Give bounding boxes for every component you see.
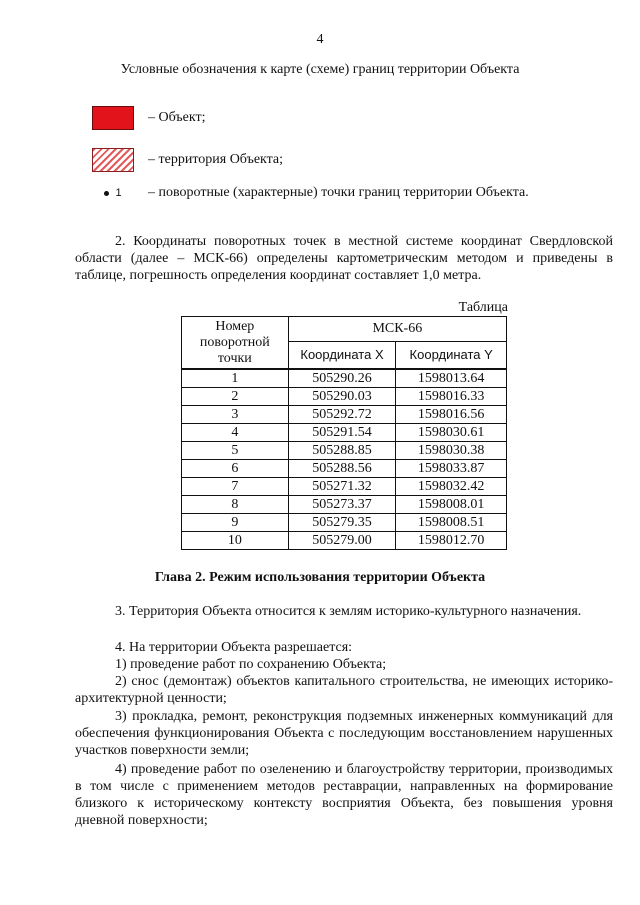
coordinates-table: [181, 316, 507, 550]
point-number-cell: 10: [182, 532, 289, 550]
point-number-cell: 3: [182, 406, 289, 424]
table-row: [182, 478, 507, 496]
coordinate-x-cell: 505292.72: [288, 406, 396, 424]
point-number-cell: 9: [182, 514, 289, 532]
coordinate-y-cell: 1598030.38: [396, 442, 507, 460]
table-row: [182, 460, 507, 478]
table-row: [182, 532, 507, 550]
list-item: 3) прокладка, ремонт, реконструкция подземных инженерных коммуникаций для обеспечения функционирования Объекта с последующим восстановлением нарушенных участков поверхности земли;: [75, 709, 613, 758]
point-number-cell: 1: [182, 369, 289, 388]
point-number-cell: 7: [182, 478, 289, 496]
point-number-cell: 2: [182, 388, 289, 406]
chapter-title: Глава 2. Режим использования территории Объекта: [154, 570, 486, 585]
paragraph-4: 4. На территории Объекта разрешается:: [115, 640, 353, 655]
table-row: [182, 514, 507, 532]
table-row: [182, 496, 507, 514]
legend-label: – Объект;: [148, 110, 206, 125]
paragraph-3: 3. Территория Объекта относится к землям историко-культурного назначения.: [115, 604, 582, 619]
coordinate-y-cell: 1598032.42: [396, 478, 507, 496]
object-swatch: [90, 106, 136, 130]
list-item: 1) проведение работ по сохранению Объекта;: [115, 657, 387, 672]
legend-item-territory: [90, 148, 283, 172]
paragraph-2: 2. Координаты поворотных точек в местной системе координат Свердловской области (далее – МСК-66) определены картометрическим методом и приведены в таблице, погрешность определения координат составляет 1,0 метра.: [75, 234, 613, 283]
header-point-number: Номер поворотной точки: [182, 317, 289, 370]
coordinate-x-cell: 505290.26: [288, 369, 396, 388]
coordinate-x-cell: 505273.37: [288, 496, 396, 514]
point-number-cell: 6: [182, 460, 289, 478]
coordinate-y-cell: 1598008.51: [396, 514, 507, 532]
point-number-sample: 1: [115, 187, 122, 199]
coordinate-x-cell: 505290.03: [288, 388, 396, 406]
legend-item-object: [90, 106, 205, 130]
table-row: [182, 406, 507, 424]
territory-hatch-swatch: [90, 148, 136, 172]
coordinate-x-cell: 505279.00: [288, 532, 396, 550]
coordinate-y-cell: 1598030.61: [396, 424, 507, 442]
table-caption: Таблица: [458, 300, 508, 315]
table-row: [182, 388, 507, 406]
point-dot-icon: [104, 191, 109, 196]
header-system: МСК-66: [288, 317, 506, 342]
coordinate-x-cell: 505271.32: [288, 478, 396, 496]
coordinate-x-cell: 505291.54: [288, 424, 396, 442]
coordinate-y-cell: 1598013.64: [396, 369, 507, 388]
legend-label: – поворотные (характерные) точки границ территории Объекта.: [148, 185, 529, 200]
legend-title: Условные обозначения к карте (схеме) границ территории Объекта: [120, 62, 520, 77]
coordinate-y-cell: 1598012.70: [396, 532, 507, 550]
coordinate-x-cell: 505279.35: [288, 514, 396, 532]
point-number-cell: 5: [182, 442, 289, 460]
list-item: 4) проведение работ по озеленению и благоустройству территории, производимых в том числе с применением методов реставрации, направленных на формирование близкого к историческому контексту восприятия Объекта, без повышения уровня дневной поверхности;: [75, 762, 613, 828]
table-row: [182, 442, 507, 460]
coordinate-x-cell: 505288.56: [288, 460, 396, 478]
point-number-cell: 8: [182, 496, 289, 514]
coordinate-y-cell: 1598016.33: [396, 388, 507, 406]
header-coordinate-x: Координата X: [288, 342, 396, 370]
coordinate-x-cell: 505288.85: [288, 442, 396, 460]
coordinate-y-cell: 1598008.01: [396, 496, 507, 514]
point-number-cell: 4: [182, 424, 289, 442]
table-row: [182, 424, 507, 442]
coordinate-y-cell: 1598033.87: [396, 460, 507, 478]
list-item: 2) снос (демонтаж) объектов капитального строительства, не имеющих историко-архитектурной ценности;: [75, 674, 613, 706]
page-number: 4: [316, 32, 324, 47]
legend-label: – территория Объекта;: [148, 152, 284, 167]
header-coordinate-y: Координата Y: [396, 342, 507, 370]
coordinate-y-cell: 1598016.56: [396, 406, 507, 424]
turning-point-symbol: [90, 187, 136, 199]
legend-item-points: [90, 185, 529, 201]
table-row: [182, 369, 507, 388]
